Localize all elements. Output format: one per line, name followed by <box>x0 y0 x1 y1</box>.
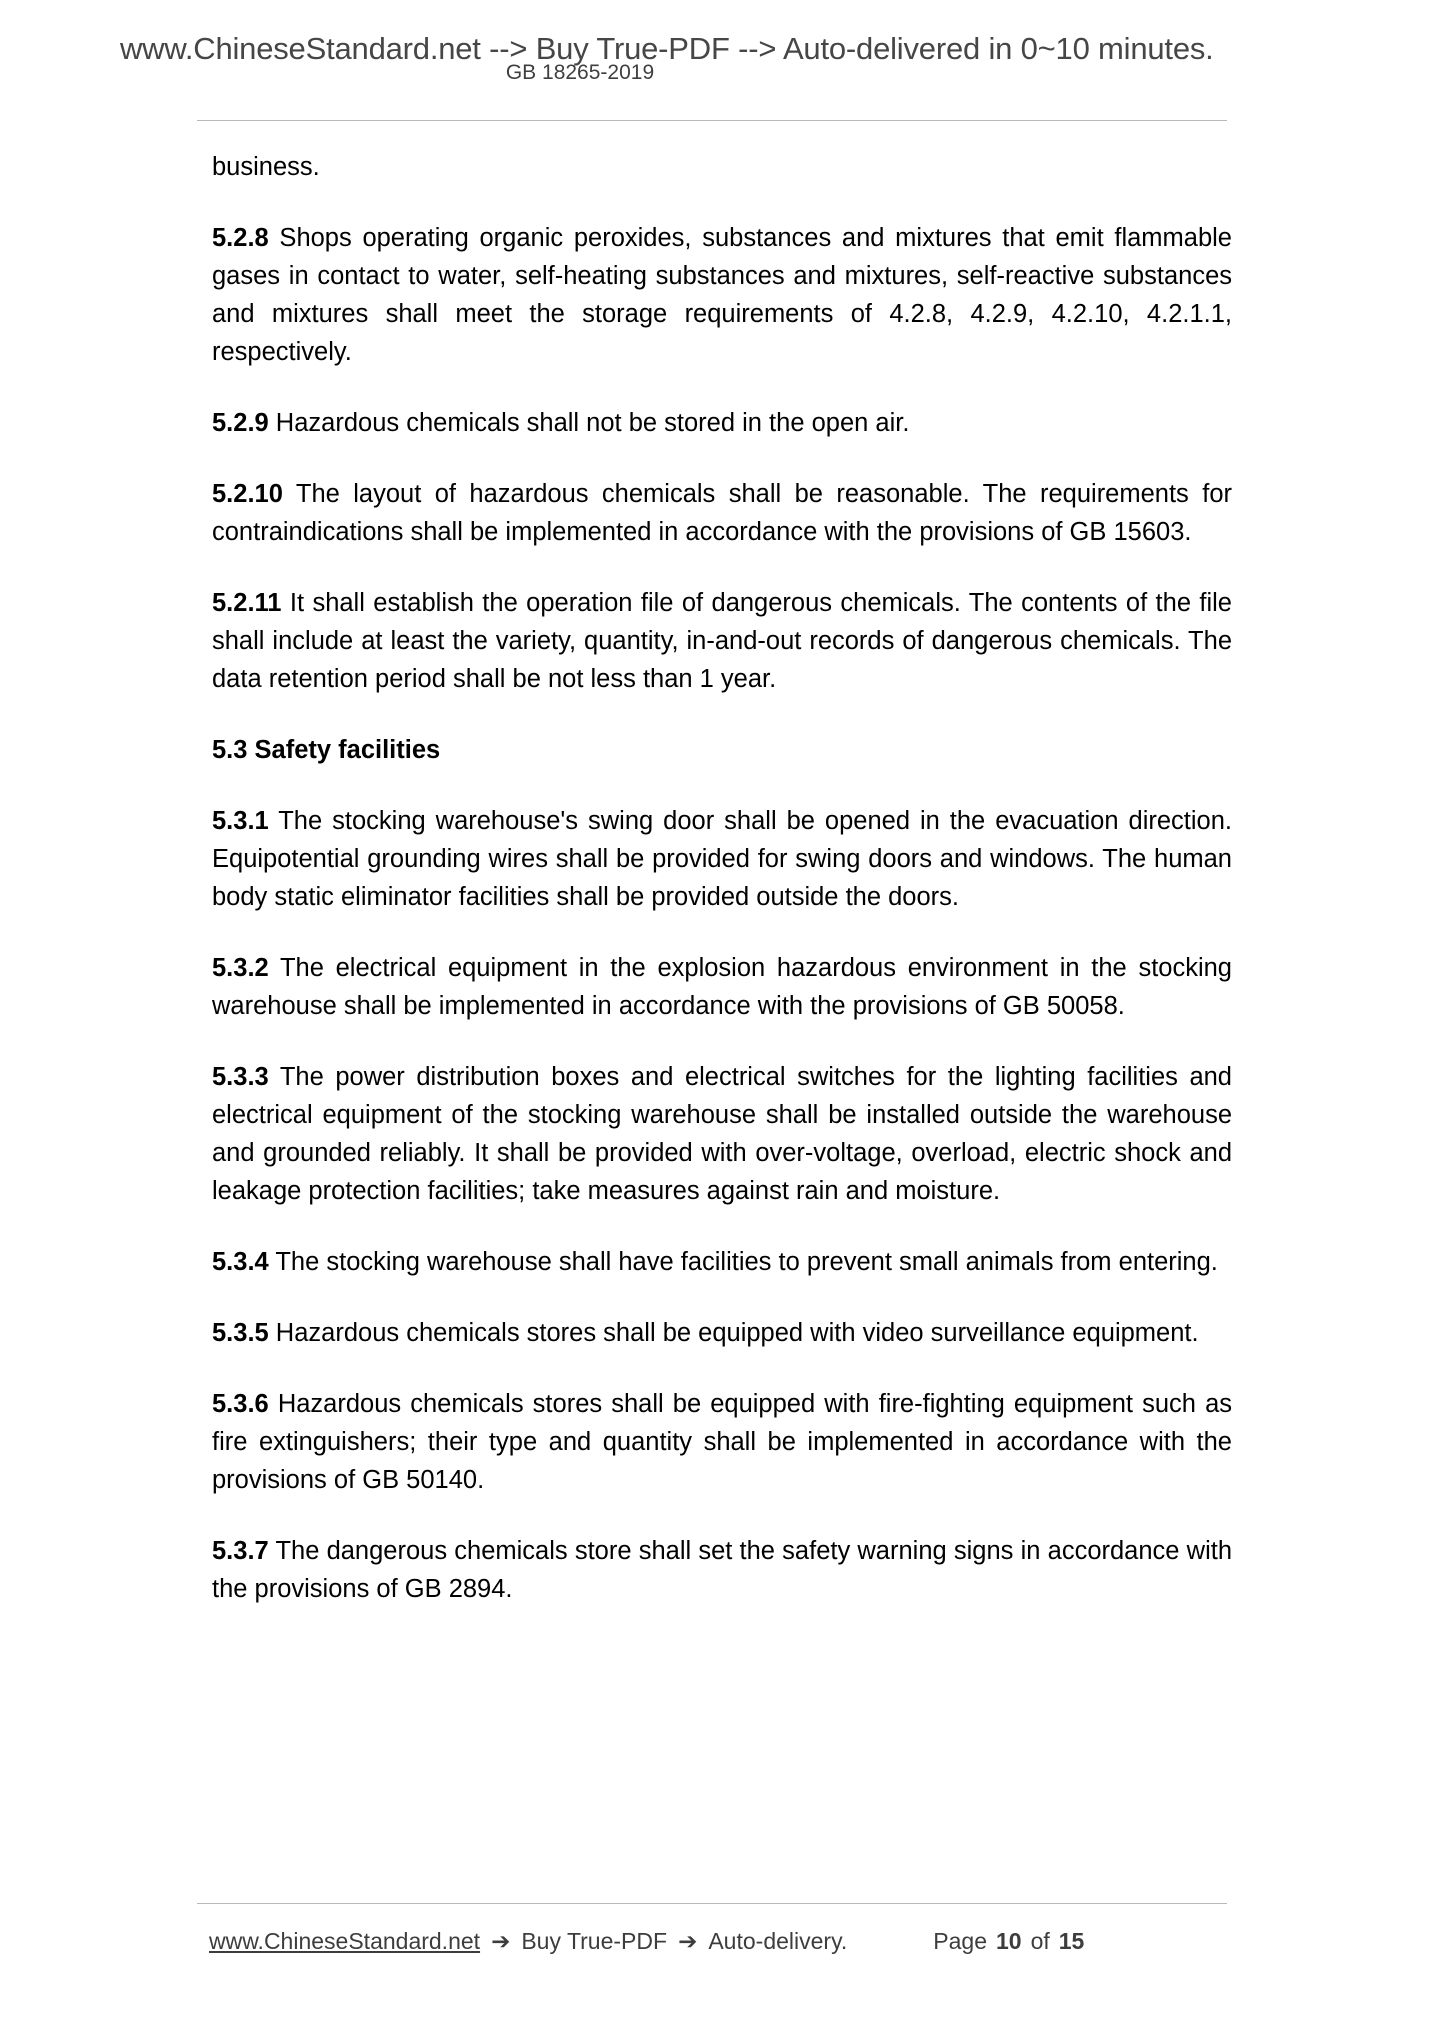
clause-5-2-8 <box>212 219 1232 371</box>
clause-number: 5.3.6 <box>212 1390 269 1418</box>
clause-5-2-9 <box>212 404 1232 442</box>
document-body <box>212 148 1232 1608</box>
clause-text: The layout of hazardous chemicals shall be reasonable. The requirements for contraindications shall be implemented in accordance with the provisions of GB 15603. <box>212 480 1232 546</box>
clause-5-3-7 <box>212 1532 1232 1608</box>
clause-5-3-2 <box>212 949 1232 1025</box>
clause-number: 5.3.4 <box>212 1248 269 1276</box>
arrow-right-icon: ➔ <box>678 1928 698 1954</box>
standard-number: GB 18265-2019 <box>505 61 655 84</box>
clause-text: Hazardous chemicals shall not be stored in the open air. <box>268 409 910 437</box>
paragraph-text: business. <box>212 153 320 181</box>
section-heading-5-3: 5.3 Safety facilities <box>212 736 441 764</box>
clause-text: Hazardous chemicals stores shall be equipped with video surveillance equipment. <box>268 1319 1199 1347</box>
clause-number: 5.3.5 <box>212 1319 269 1347</box>
footer-site-link[interactable]: www.ChineseStandard.net <box>209 1928 481 1954</box>
clause-number: 5.2.9 <box>212 409 269 437</box>
clause-text: The power distribution boxes and electrical switches for the lighting facilities and electrical equipment of the stocking warehouse shall be installed outside the warehouse and grounded reliably. It shall be provided with over-voltage, overload, electric shock and leakage protection facilities; take measures against rain and moisture. <box>212 1063 1232 1205</box>
page-footer <box>197 1903 1227 1956</box>
current-page-number: 10 <box>995 1928 1022 1954</box>
clause-5-3-4 <box>212 1243 1232 1281</box>
clause-text: The stocking warehouse shall have facilities to prevent small animals from entering. <box>268 1248 1218 1276</box>
arrow-right-icon: ➔ <box>491 1928 511 1954</box>
clause-5-3-3 <box>212 1058 1232 1210</box>
clause-number: 5.3.3 <box>212 1063 269 1091</box>
clause-number: 5.3.1 <box>212 807 269 835</box>
clause-number: 5.2.11 <box>212 589 282 617</box>
clause-text: The electrical equipment in the explosion hazardous environment in the stocking warehouse shall be implemented in accordance with the provisions of GB 50058. <box>212 954 1232 1020</box>
footer-content <box>197 1926 1227 1956</box>
header-promo-text: www.ChineseStandard.net --> Buy True-PDF --> Auto-delivered in 0~10 minutes. <box>120 31 1214 66</box>
clause-5-3-1 <box>212 802 1232 916</box>
footer-promo <box>209 1926 847 1956</box>
page-label: Page <box>933 1928 987 1954</box>
clause-number: 5.2.8 <box>212 224 269 252</box>
clause-number: 5.3.2 <box>212 954 269 982</box>
header-divider <box>197 120 1227 121</box>
clause-number: 5.3.7 <box>212 1537 269 1565</box>
clause-5-3-5 <box>212 1314 1232 1352</box>
clause-5-2-11 <box>212 584 1232 698</box>
clause-text: The dangerous chemicals store shall set the safety warning signs in accordance with the provisions of GB 2894. <box>212 1537 1232 1603</box>
clause-text: The stocking warehouse's swing door shall be opened in the evacuation direction. Equipotential grounding wires shall be provided for swing doors and windows. The human body static eliminator facilities shall be provided outside the doors. <box>212 807 1232 911</box>
page-indicator <box>933 1926 1084 1956</box>
page-of-label: of <box>1030 1928 1050 1954</box>
footer-divider <box>197 1903 1227 1904</box>
clause-text: Shops operating organic peroxides, substances and mixtures that emit flammable gases in contact to water, self-heating substances and mixtures, self-reactive substances and mixtures shall meet the storage requirements of 4.2.8, 4.2.9, 4.2.10, 4.2.1.1, respectively. <box>212 224 1232 366</box>
clause-text: It shall establish the operation file of dangerous chemicals. The contents of the file shall include at least the variety, quantity, in-and-out records of dangerous chemicals. The data retention period shall be not less than 1 year. <box>212 589 1232 693</box>
clause-5-3-6 <box>212 1385 1232 1499</box>
footer-buy-label: Buy True-PDF <box>521 1928 668 1954</box>
page-header <box>0 30 1445 110</box>
clause-number: 5.2.10 <box>212 480 283 508</box>
footer-delivery-label: Auto-delivery. <box>708 1928 848 1954</box>
total-page-number: 15 <box>1058 1928 1085 1954</box>
clause-5-2-10 <box>212 475 1232 551</box>
clause-text: Hazardous chemicals stores shall be equipped with fire-fighting equipment such as fire extinguishers; their type and quantity shall be implemented in accordance with the provisions of GB 50140. <box>212 1390 1232 1494</box>
paragraph-continuation <box>212 148 1232 186</box>
